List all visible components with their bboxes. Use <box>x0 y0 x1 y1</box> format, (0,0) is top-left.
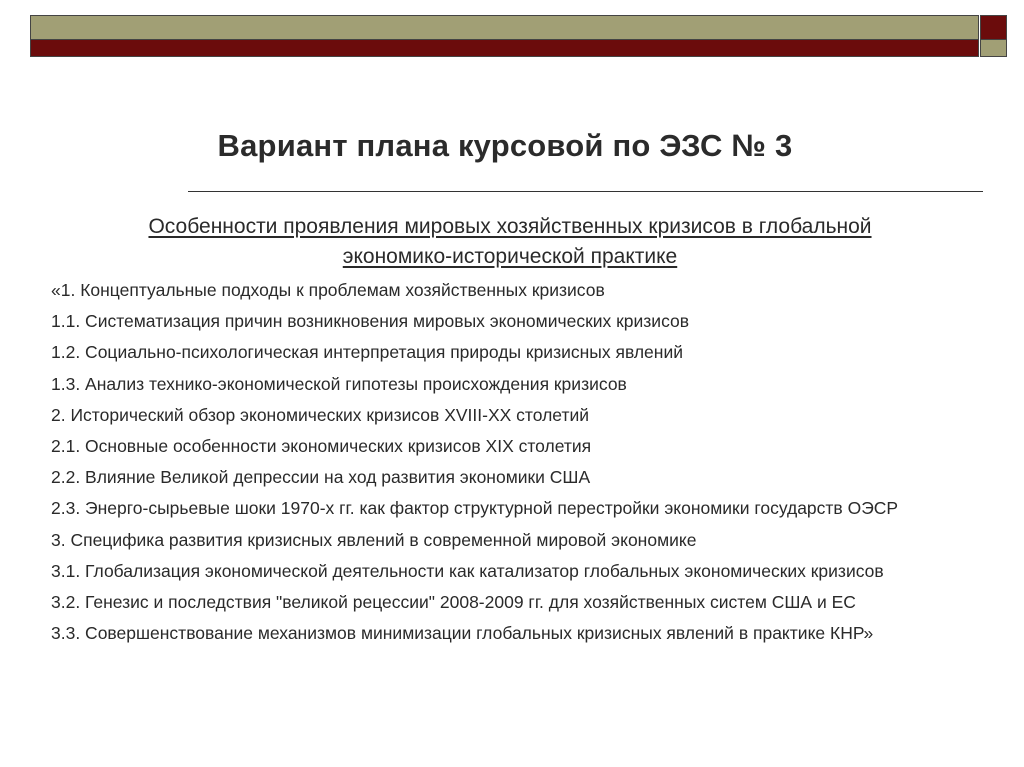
plan-item: 3.3. Совершенствование механизмов минимизации глобальных кризисных явлений в практике КНР» <box>51 623 874 644</box>
header-square-maroon <box>980 15 1007 40</box>
plan-item: 3.2. Генезис и последствия "великой рецессии" 2008-2009 гг. для хозяйственных систем США и ЕС <box>51 591 856 612</box>
plan-item: 1.3. Анализ технико-экономической гипотезы происхождения кризисов <box>51 373 627 394</box>
plan-item: «1. Концептуальные подходы к проблемам хозяйственных кризисов <box>51 280 605 300</box>
subtitle-line-2: экономико-исторической практике <box>342 245 678 268</box>
plan-item: 3.1. Глобализация экономической деятельности как катализатор глобальных экономических кризисов <box>51 560 884 581</box>
plan-item: 2.1. Основные особенности экономических кризисов XIX столетия <box>51 435 592 456</box>
slide-title: Вариант плана курсовой по ЭЗС № 3 <box>217 128 793 163</box>
plan-item: 2.3. Энерго-сырьевые шоки 1970-х гг. как фактор структурной перестройки экономики государств ОЭСР <box>51 498 899 519</box>
plan-item: 2.2. Влияние Великой депрессии на ход развития экономики США <box>51 467 591 488</box>
slide-subtitle <box>60 212 960 272</box>
subtitle-line-1: Особенности проявления мировых хозяйственных кризисов в глобальной <box>148 215 872 238</box>
plan-item: 1.1. Систематизация причин возникновения мировых экономических кризисов <box>51 311 690 332</box>
plan-item: 1.2. Социально-психологическая интерпретация природы кризисных явлений <box>51 342 684 363</box>
header-band-maroon <box>30 40 979 57</box>
plan-item: 3. Специфика развития кризисных явлений в современной мировой экономике <box>51 529 697 550</box>
header-band-olive <box>30 15 979 40</box>
plan-list <box>51 278 951 652</box>
plan-item: 2. Исторический обзор экономических кризисов XVIII-XX столетий <box>51 404 590 425</box>
header-square-olive <box>980 40 1007 57</box>
title-divider <box>188 191 983 192</box>
